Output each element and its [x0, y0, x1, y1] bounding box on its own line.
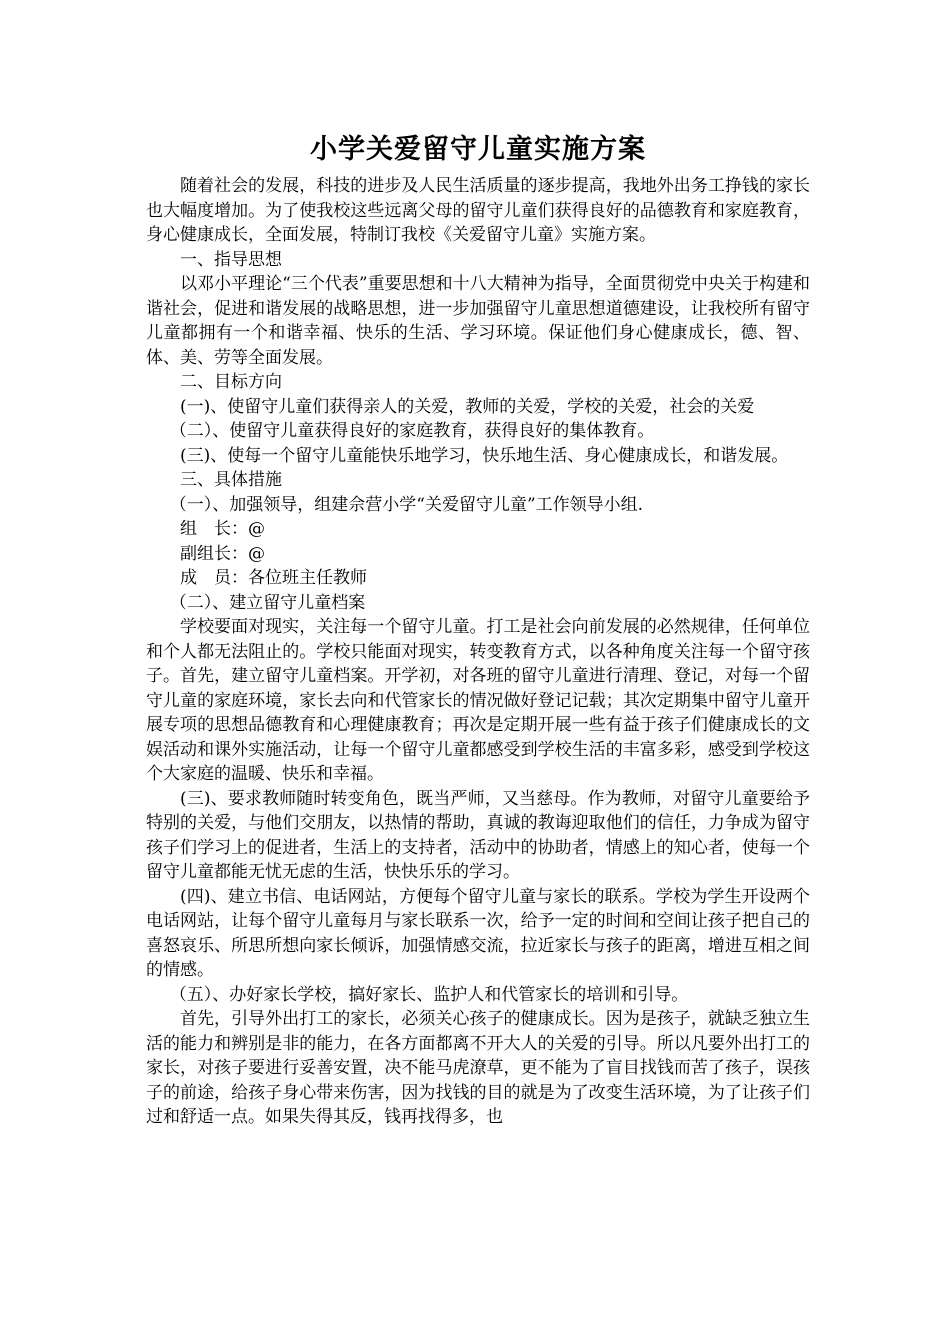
members-line: 成 员：各位班主任教师 — [180, 568, 367, 588]
measure-2-heading: （二）、建立留守儿童档案 — [169, 592, 366, 613]
measure-4-paragraph: (四)、建立书信、电话网站，方便每个留守儿童与家长的联系。学校为学生开设两个电话网站，让每个留守儿童每月与家长联系一次，给予一定的时间和空间让孩子把自己的喜怒哀乐、所思所想向家长倾诉，加强情感交流，拉近家长与孩子的距离，增进互相之间的情感。 — [146, 886, 810, 980]
document-title: 小学关爱留守儿童实施方案 — [310, 134, 646, 165]
measure-1-heading: （一）、加强领导，组建佘营小学“关爱留守儿童”工作领导小组. — [169, 494, 644, 515]
deputy-leader-line: 副组长：@ — [180, 543, 265, 564]
section-heading-goals: 二、目标方向 — [180, 372, 282, 392]
section-heading-guiding-ideology: 一、指导思想 — [180, 249, 282, 270]
leader-line: 组 长：@ — [180, 519, 265, 539]
measure-5-paragraph: 首先，引导外出打工的家长，必须关心孩子的健康成长。因为是孩子，就缺乏独立生活的能力和辨别是非的能力，在各方面都离不开大人的关爱的引导。所以凡要外出打工的家长，对孩子要进行妥善安置，决不能马虎潦草，更不能为了盲目找钱而苦了孩子，误孩子的前途，给孩子身心带来伤害，因为找钱的目的就是为了改变生活环境，为了让孩子们过和舒适一点。如果失得其反，钱再找得多，也 — [146, 1009, 810, 1127]
measure-3-paragraph: (三)、要求教师随时转变角色，既当严师，又当慈母。作为教师，对留守儿童要给予特别的关爱，与他们交朋友，以热情的帮助，真诚的教诲迎取他们的信任，力争成为留守孩子们学习上的促进者，生活上的支持者，活动中的协助者，情感上的知心者，使每一个留守儿童都能无忧无虑的生活，快快乐乐的学习。 — [146, 788, 810, 882]
goal-item-2: （二）、使留守儿童获得良好的家庭教育，获得良好的集体教育。 — [169, 421, 655, 441]
guiding-ideology-paragraph: 以邓小平理论“三个代表”重要思想和十八大精神为指导，全面贯彻党中央关于构建和谐社会，促进和谐发展的战略思想，进一步加强留守儿童思想道德建设，让我校所有留守儿童都拥有一个和谐幸福、快乐的生活、学习环境。保证他们身心健康成长，德、智、体、美、劳等全面发展。 — [146, 274, 810, 368]
intro-paragraph: 随着社会的发展，科技的进步及人民生活质量的逐步提高，我地外出务工挣钱的家长也大幅度增加。为了使我校这些远离父母的留守儿童们获得良好的品德教育和家庭教育，身心健康成长，全面发展，特制订我校《关爱留守儿童》实施方案。 — [146, 176, 810, 245]
measure-5-heading: （五）、办好家长学校，搞好家长、监护人和代管家长的培训和引导。 — [169, 984, 689, 1005]
goal-item-1: (一)、使留守儿童们获得亲人的关爱，教师的关爱，学校的关爱，社会的关爱 — [180, 396, 755, 417]
goal-item-3: (三)、使每一个留守儿童能快乐地学习，快乐地生活、身心健康成长，和谐发展。 — [180, 445, 789, 466]
document-page — [146, 130, 810, 1130]
measure-2-paragraph: 学校要面对现实，关注每一个留守儿童。打工是社会向前发展的必然规律，任何单位和个人都无法阻止的。学校只能面对现实，转变教育方式，以各种角度关注每一个留守孩子。首先，建立留守儿童档案。开学初，对各班的留守儿童进行清理、登记，对每一个留守儿童的家庭环境，家长去向和代管家长的情况做好登记记载；其次定期集中留守儿童开展专项的思想品德教育和心理健康教育；再次是定期开展一些有益于孩子们健康成长的文娱活动和课外实施活动，让每一个留守儿童都感受到学校生活的丰富多彩，感受到学校这个大家庭的温暖、快乐和幸福。 — [146, 617, 810, 784]
section-heading-measures: 三、具体措施 — [180, 470, 282, 490]
